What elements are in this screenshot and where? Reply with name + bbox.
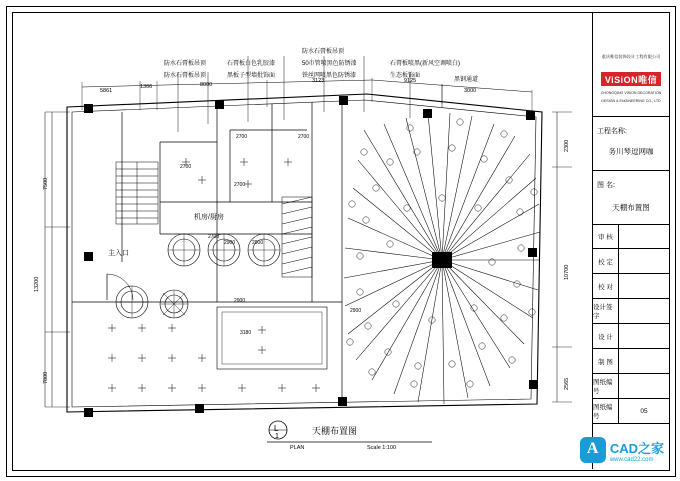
tb-value-3[interactable] bbox=[619, 299, 669, 323]
tb-label-7: 图纸编号 bbox=[593, 399, 619, 423]
watermark-logo-icon bbox=[580, 437, 606, 463]
company-name-en-1: CHONGQING VISION DECORATION bbox=[600, 91, 662, 95]
annotation-pipe-black-paint: 50市管喷黑色防锈漆 bbox=[302, 61, 357, 67]
ceiling-height-7: 2900 bbox=[252, 240, 264, 246]
tb-row-7 bbox=[593, 399, 669, 424]
tb-value-2[interactable] bbox=[619, 274, 669, 298]
plan-word: PLAN bbox=[290, 445, 305, 451]
ceiling-height-1: 2700 bbox=[180, 164, 192, 170]
dim-right-2: 10700 bbox=[564, 264, 570, 280]
company-name-en-2: DESIGN & ENGINEERING CO., LTD bbox=[601, 99, 661, 104]
annotation-eco-board-finish: 生态板饰面 bbox=[390, 73, 421, 79]
tb-label-2: 校 对 bbox=[593, 274, 619, 298]
tb-row-0 bbox=[593, 224, 669, 249]
brand-logo: ViSiON唯信 bbox=[601, 72, 661, 86]
ceiling-height-9: 3180 bbox=[240, 330, 252, 336]
tb-label-0: 审 核 bbox=[593, 224, 619, 248]
tb-row-4 bbox=[593, 324, 669, 349]
tb-value-0[interactable] bbox=[619, 224, 669, 248]
room-label-machine-kitchen: 机房/厨房 bbox=[194, 214, 224, 221]
room-label-main-entrance: 主入口 bbox=[108, 250, 129, 257]
plan-scale: Scale 1:100 bbox=[367, 445, 397, 451]
ceiling-height-10: 2900 bbox=[350, 308, 362, 314]
dim-top-1: 5861 bbox=[100, 88, 113, 94]
tb-value-4[interactable] bbox=[619, 324, 669, 348]
ceiling-height-3: 2700 bbox=[298, 134, 310, 140]
watermark bbox=[580, 437, 664, 463]
tb-row-2 bbox=[593, 274, 669, 299]
tb-row-3 bbox=[593, 299, 669, 324]
plan-tag-number: 1 bbox=[275, 433, 279, 440]
tb-label-6: 图纸编号 bbox=[593, 374, 619, 398]
annotation-waterproof-gypsum-2: 防水石膏板吊顶 bbox=[164, 73, 207, 79]
ceiling-height-8: 2900 bbox=[234, 298, 246, 304]
dim-left-2: 13200 bbox=[34, 276, 40, 292]
tb-label-3: 设计签字 bbox=[593, 299, 619, 323]
dim-top-5: 9125 bbox=[404, 78, 417, 84]
dim-left-3: 7800 bbox=[43, 371, 49, 384]
watermark-text: CAD之家 bbox=[609, 440, 664, 456]
project-name-value: 务川琴逗网咖 bbox=[608, 147, 654, 156]
dim-right-1: 2300 bbox=[564, 139, 570, 152]
floor-plan-drawing bbox=[12, 12, 592, 469]
annotation-waterproof-gypsum-1: 防水石膏板吊顶 bbox=[164, 61, 207, 67]
tb-label-5: 制 图 bbox=[593, 349, 619, 373]
plan-tag-letter: L bbox=[274, 424, 279, 433]
ceiling-height-4: 2700 bbox=[234, 182, 246, 188]
tb-label-1: 校 定 bbox=[593, 249, 619, 273]
drawing-name-label: 图 名: bbox=[597, 182, 615, 189]
ceiling-height-2: 2700 bbox=[236, 134, 248, 140]
plan-title: 天棚布置图 bbox=[312, 426, 358, 436]
dim-top-6: 3000 bbox=[464, 88, 477, 94]
annotation-mesh-black-paint: 铁丝网喷黑色防锈漆 bbox=[302, 73, 357, 79]
tb-value-6[interactable] bbox=[619, 374, 669, 398]
plan-geometry bbox=[12, 12, 592, 469]
dim-top-3: 8000 bbox=[200, 82, 213, 88]
dim-top-2: 1366 bbox=[140, 84, 153, 90]
annotation-gypsum-emulsion: 石膏板白色乳胶漆 bbox=[227, 61, 276, 67]
annotation-waterproof-gypsum-3: 防水石膏板吊顶 bbox=[302, 49, 345, 55]
company-name-cn: 重庆唯信装饰设计工程有限公司 bbox=[601, 54, 661, 59]
dim-top-4: 3123 bbox=[312, 78, 325, 84]
tb-value-5[interactable] bbox=[619, 349, 669, 373]
dim-left-1: 7500 bbox=[43, 177, 49, 190]
ceiling-height-5: 2700 bbox=[208, 234, 220, 240]
annotation-gypsum-black-white: 石膏板喷黑(新风空调喷白) bbox=[390, 61, 460, 67]
tb-label-4: 设 计 bbox=[593, 324, 619, 348]
annotation-blackboard-finish: 黑板子型墙批饰面 bbox=[227, 73, 276, 79]
tb-row-5 bbox=[593, 349, 669, 374]
drawing-name-value: 天棚布置图 bbox=[612, 203, 650, 212]
title-block bbox=[592, 12, 669, 469]
dim-right-3: 2565 bbox=[564, 377, 570, 390]
annotation-black-steel-channel: 黑钢通道 bbox=[454, 77, 479, 83]
ceiling-height-6: 2900 bbox=[224, 240, 236, 246]
tb-value-1[interactable] bbox=[619, 249, 669, 273]
tb-row-1 bbox=[593, 249, 669, 274]
tb-row-6 bbox=[593, 374, 669, 399]
watermark-url: www.cad22.com bbox=[609, 456, 654, 463]
tb-value-7: 05 bbox=[640, 407, 648, 415]
project-name-label: 工程名称: bbox=[597, 128, 627, 135]
